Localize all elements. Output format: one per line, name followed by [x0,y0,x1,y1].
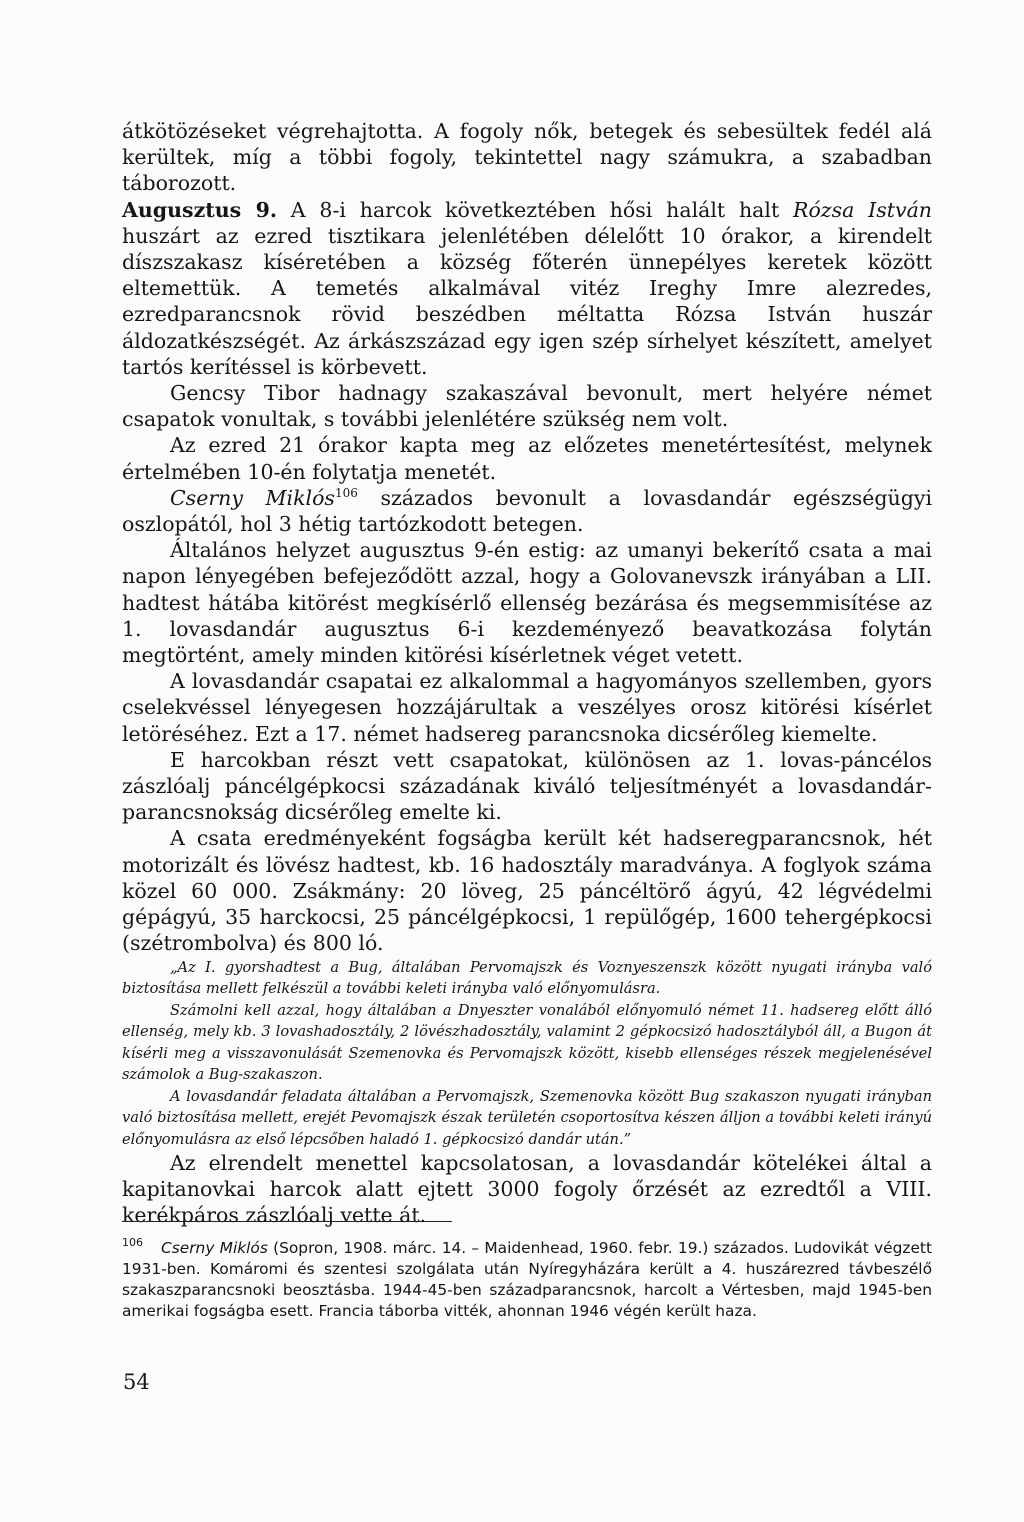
paragraph-8: E harcokban részt vett csapatokat, különösen az 1. lovas-páncélos zászlóalj páncélgépkocsi századának kiváló teljesítményét a lovasdandár-parancsnokság dicsérőleg emelte ki. [122,747,932,825]
main-text [122,118,932,1229]
paragraph-3: Gencsy Tibor hadnagy szakaszával bevonult, mert helyére német csapatok vonultak, s további jelenlétére szükség nem volt. [122,381,932,432]
paragraph-2 [122,197,932,380]
paragraph-1: átkötözéseket végrehajtotta. A fogoly nők, betegek és sebesültek fedél alá kerültek, míg a többi fogoly, tekintettel nagy számukra, a szabadban táborozott. [122,119,932,196]
paragraph-4: Az ezred 21 órakor kapta meg az előzetes menetértesítést, melynek értelmében 10-én folytatja menetét. [122,433,932,484]
footnote-text: (Sopron, 1908. márc. 14. – Maidenhead, 1960. febr. 19.) százados. Ludovikát végzett 1931-ben. Komáromi és szentesi szolgálata után Nyíregyházára került a 4. huszárezred távbeszélő szakaszparancsnoki beosztásba. 1944-45-ben századparancsnok, harcolt a Vértesben, majd 1945-ben amerikai fogságba esett. Francia táborba vitték, ahonnan 1946 végén került haza. [122,1239,932,1320]
footnote-reference: 106 [334,485,358,500]
quote-paragraph-3: A lovasdandár feladata általában a Pervomajszk, Szemenovka között Bug szakaszon nyugati irányban való biztosítása mellett, erejét Pevomajszk észak területén csoportosítva készen álljon a további keleti irányú előnyomulásra az első lépcsőben haladó 1. gépkocsizó dandár után.” [122,1087,932,1148]
italic-name: Cserny Miklós [170,485,335,510]
paragraph-10: Az elrendelt menettel kapcsolatosan, a lovasdandár kötelékei által a kapitanovkai harcok alatt ejtett 3000 fogoly őrzését az ezredtől a VIII. kerékpáros zászlóalj vette át. [122,1151,932,1228]
footnote-separator [122,1221,452,1222]
paragraph-2-text-b: huszárt az ezred tisztikara jelenlétében délelőtt 10 órakor, a kirendelt díszszakasz kíséretében a község főterén ünnepélyes keretek között eltemettük. A temetés alkalmával vitéz Ireghy Imre alezredes, ezredparancsnok rövid beszédben méltatta Rózsa István huszár áldozatkészségét. Az árkászszázad egy igen szép sírhelyet készített, amelyet tartós kerítéssel is körbevett. [122,223,932,379]
footnote [122,1232,932,1322]
page-number: 54 [123,1370,150,1394]
footnote-name: Cserny Miklós [161,1239,268,1257]
quote-paragraph-2: Számolni kell azzal, hogy általában a Dnyeszter vonalából előnyomuló német 11. hadsereg előtt álló ellenség, mely kb. 3 lovashadosztály, 2 lövészhadosztály, valamint 2 gépkocsizó hadosztályból áll, a Bugon át kísérli meg a visszavonulását Szemenovka és Pervomajszk között, kisebb ellenséges részek megjelenésével számolok a Bug-szakaszon. [122,1001,932,1083]
quoted-order [122,957,932,1151]
paragraph-5 [122,485,932,537]
date-heading: Augusztus 9. [122,197,277,222]
paragraph-9: A csata eredményeként fogságba került két hadseregparancsnok, hét motorizált és lövész hadtest, kb. 16 hadosztály maradványa. A foglyok száma közel 60 000. Zsákmány: 20 löveg, 25 páncéltörő ágyú, 42 légvédelmi gépágyú, 35 harckocsi, 25 páncélgépkocsi, 1 repülőgép, 1600 tehergépkocsi (szétrombolva) és 800 ló. [122,826,932,956]
paragraph-5-text: százados bevonult a lovasdandár egészségügyi oszlopától, hol 3 hétig tartózkodott betegen. [122,485,932,537]
footnote-number: 106 [122,1236,143,1249]
italic-name: Rózsa István [793,197,933,222]
paragraph-7: A lovasdandár csapatai ez alkalommal a hagyományos szellemben, gyors cselekvéssel lényegesen hozzájárultak a veszélyes orosz kitörési kísérlet letöréséhez. Ezt a 17. német hadsereg parancsnoka dicsérőleg kiemelte. [122,669,932,746]
paragraph-2-text-a: A 8-i harcok következtében hősi halált halt [276,197,794,222]
quote-paragraph-1: „Az I. gyorshadtest a Bug, általában Pervomajszk és Voznyeszenszk között nyugati irányba való biztosítása mellett felkészül a további keleti irányba való előnyomulásra. [122,958,932,997]
paragraph-6: Általános helyzet augusztus 9-én estig: az umanyi bekerítő csata a mai napon lényegében befejeződött azzal, hogy a Golovanevszk irányában a LII. hadtest hátába kitörést megkísérlő ellenség bezárása és megsemmisítése az 1. lovasdandár augusztus 6-i kezdeményező beavatkozása folytán megtörtént, amely minden kitörési kísérletnek véget vetett. [122,538,932,668]
